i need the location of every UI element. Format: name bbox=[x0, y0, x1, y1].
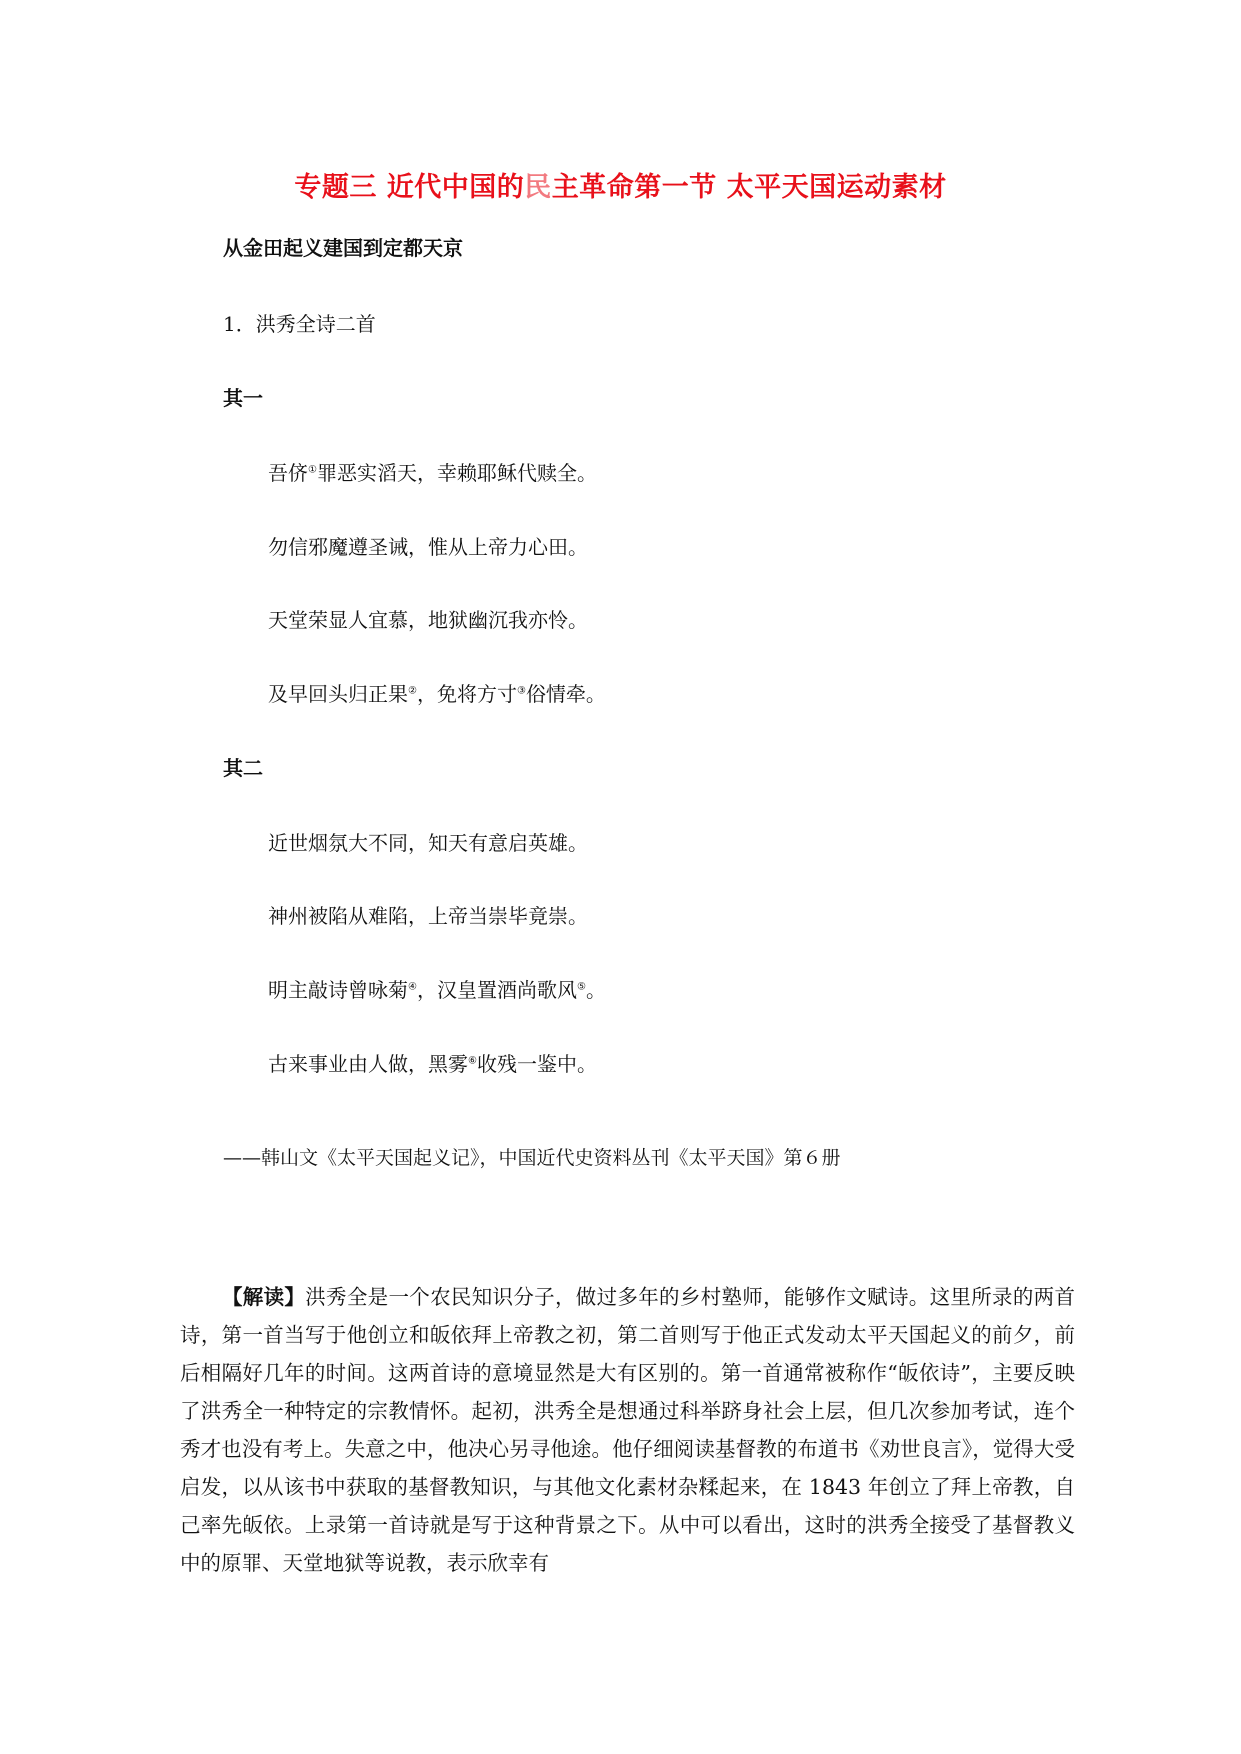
commentary-paragraph bbox=[180, 1278, 1075, 1582]
title-part-2: 主革命第一节 太平天国运动素材 bbox=[551, 172, 947, 203]
footnote-marker: ③ bbox=[516, 685, 526, 697]
poem-1-heading: 其一 bbox=[223, 386, 263, 410]
footnote-marker: ② bbox=[408, 685, 417, 697]
item-heading: 1．洪秀全诗二首 bbox=[223, 312, 376, 336]
source-citation: ——韩山文《太平天国起义记》，中国近代史资料丛刊《太平天国》第６册 bbox=[223, 1147, 841, 1169]
poem-1-line: 勿信邪魔遵圣诫，惟从上帝力心田。 bbox=[268, 535, 588, 559]
footnote-marker: ⑥ bbox=[468, 1055, 477, 1067]
poem-2-heading: 其二 bbox=[223, 756, 263, 780]
footnote-marker: ① bbox=[308, 464, 317, 476]
section-heading: 从金田起义建国到定都天京 bbox=[223, 236, 463, 260]
page-title bbox=[0, 165, 1241, 204]
footnote-marker: ⑤ bbox=[576, 981, 586, 993]
poem-2-line: 神州被陷从难陷，上帝当崇毕竟崇。 bbox=[268, 904, 588, 928]
commentary-label: 【解读】 bbox=[222, 1285, 306, 1309]
footnote-marker: ④ bbox=[408, 981, 417, 993]
poem-1-line: 天堂荣显人宜慕，地狱幽沉我亦怜。 bbox=[268, 608, 588, 632]
commentary-text: 洪秀全是一个农民知识分子，做过多年的乡村塾师，能够作文赋诗。这里所录的两首诗，第一首当写于他创立和皈依拜上帝教之初，第二首则写于他正式发动太平天国起义的前夕，前后相隔好几年的时间。这两首诗的意境显然是大有区别的。第一首通常被称作“皈依诗”，主要反映了洪秀全一种特定的宗教情怀。起初，洪秀全是想通过科举跻身社会上层，但几次参加考试，连个秀才也没有考上。失意之中，他决心另寻他途。他仔细阅读基督教的布道书《劝世良言》，觉得大受启发，以从该书中获取的基督教知识，与其他文化素材杂糅起来，在 1843 年创立了拜上帝教，自己率先皈依。上录第一首诗就是写于这种背景之下。从中可以看出，这时的洪秀全接受了基督教义中的原罪、天堂地狱等说教，表示欣幸有 bbox=[180, 1285, 1075, 1575]
poem-1-line: 及早回头归正果②，免将方寸③俗情牵。 bbox=[268, 682, 606, 706]
poem-2-line: 古来事业由人做，黑雾⑥收残一鉴中。 bbox=[268, 1052, 597, 1076]
poem-1-line: 吾侪①罪恶实滔天，幸赖耶稣代赎全。 bbox=[268, 461, 597, 485]
poem-2-line: 明主敲诗曾咏菊④，汉皇置酒尚歌风⑤。 bbox=[268, 978, 606, 1002]
poem-2-line: 近世烟氛大不同，知天有意启英雄。 bbox=[268, 831, 588, 855]
title-part-1: 专题三 近代中国的 bbox=[294, 172, 525, 203]
title-faded-char: 民 bbox=[524, 172, 552, 203]
